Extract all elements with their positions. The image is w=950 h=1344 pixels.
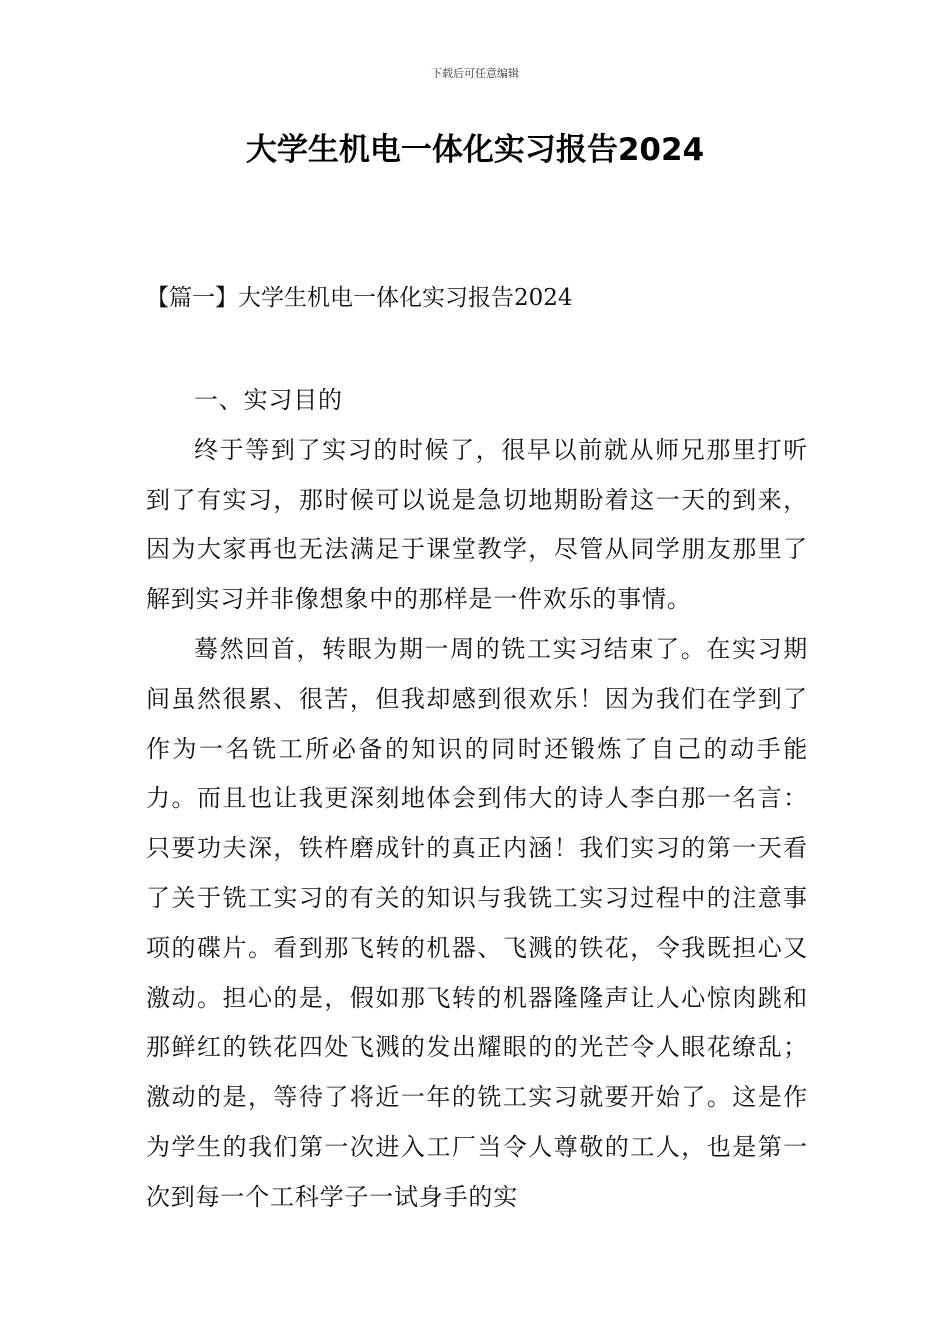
- paragraph: 蓦然回首，转眼为期一周的铣工实习结束了。在实习期间虽然很累、很苦，但我却感到很欢乐！因为我们在学到了作为一名铣工所必备的知识的同时还锻炼了自己的动手能力。而且也让我更深刻地体会到伟大的诗人李白那一名言：只要功夫深，铁杵磨成针的真正内涵！我们实习的第一天看了关于铣工实习的有关的知识与我铣工实习过程中的注意事项的碟片。看到那飞转的机器、飞溅的铁花，令我既担心又激动。担心的是，假如那飞转的机器隆隆声让人心惊肉跳和那鲜红的铁花四处飞溅的发出耀眼的的光芒令人眼花缭乱；激动的是，等待了将近一年的铣工实习就要开始了。这是作为学生的我们第一次进入工厂当令人尊敬的工人，也是第一次到每一个工科学子一试身手的实: [146, 634, 808, 1211]
- paragraph: 终于等到了实习的时候了，很早以前就从师兄那里打听到了有实习，那时候可以说是急切地期盼着这一天的到来，因为大家再也无法满足于课堂教学，尽管从同学朋友那里了解到实习并非像想象中的那样是一件欢乐的事情。: [146, 435, 808, 614]
- header-note: 下载后可任意编辑: [431, 67, 519, 80]
- document-body: [146, 376, 808, 1223]
- document-title: 大学生机电一体化实习报告2024: [245, 132, 705, 168]
- section-heading: 【篇一】大学生机电一体化实习报告2024: [146, 285, 573, 311]
- subheading: 一、实习目的: [194, 386, 343, 414]
